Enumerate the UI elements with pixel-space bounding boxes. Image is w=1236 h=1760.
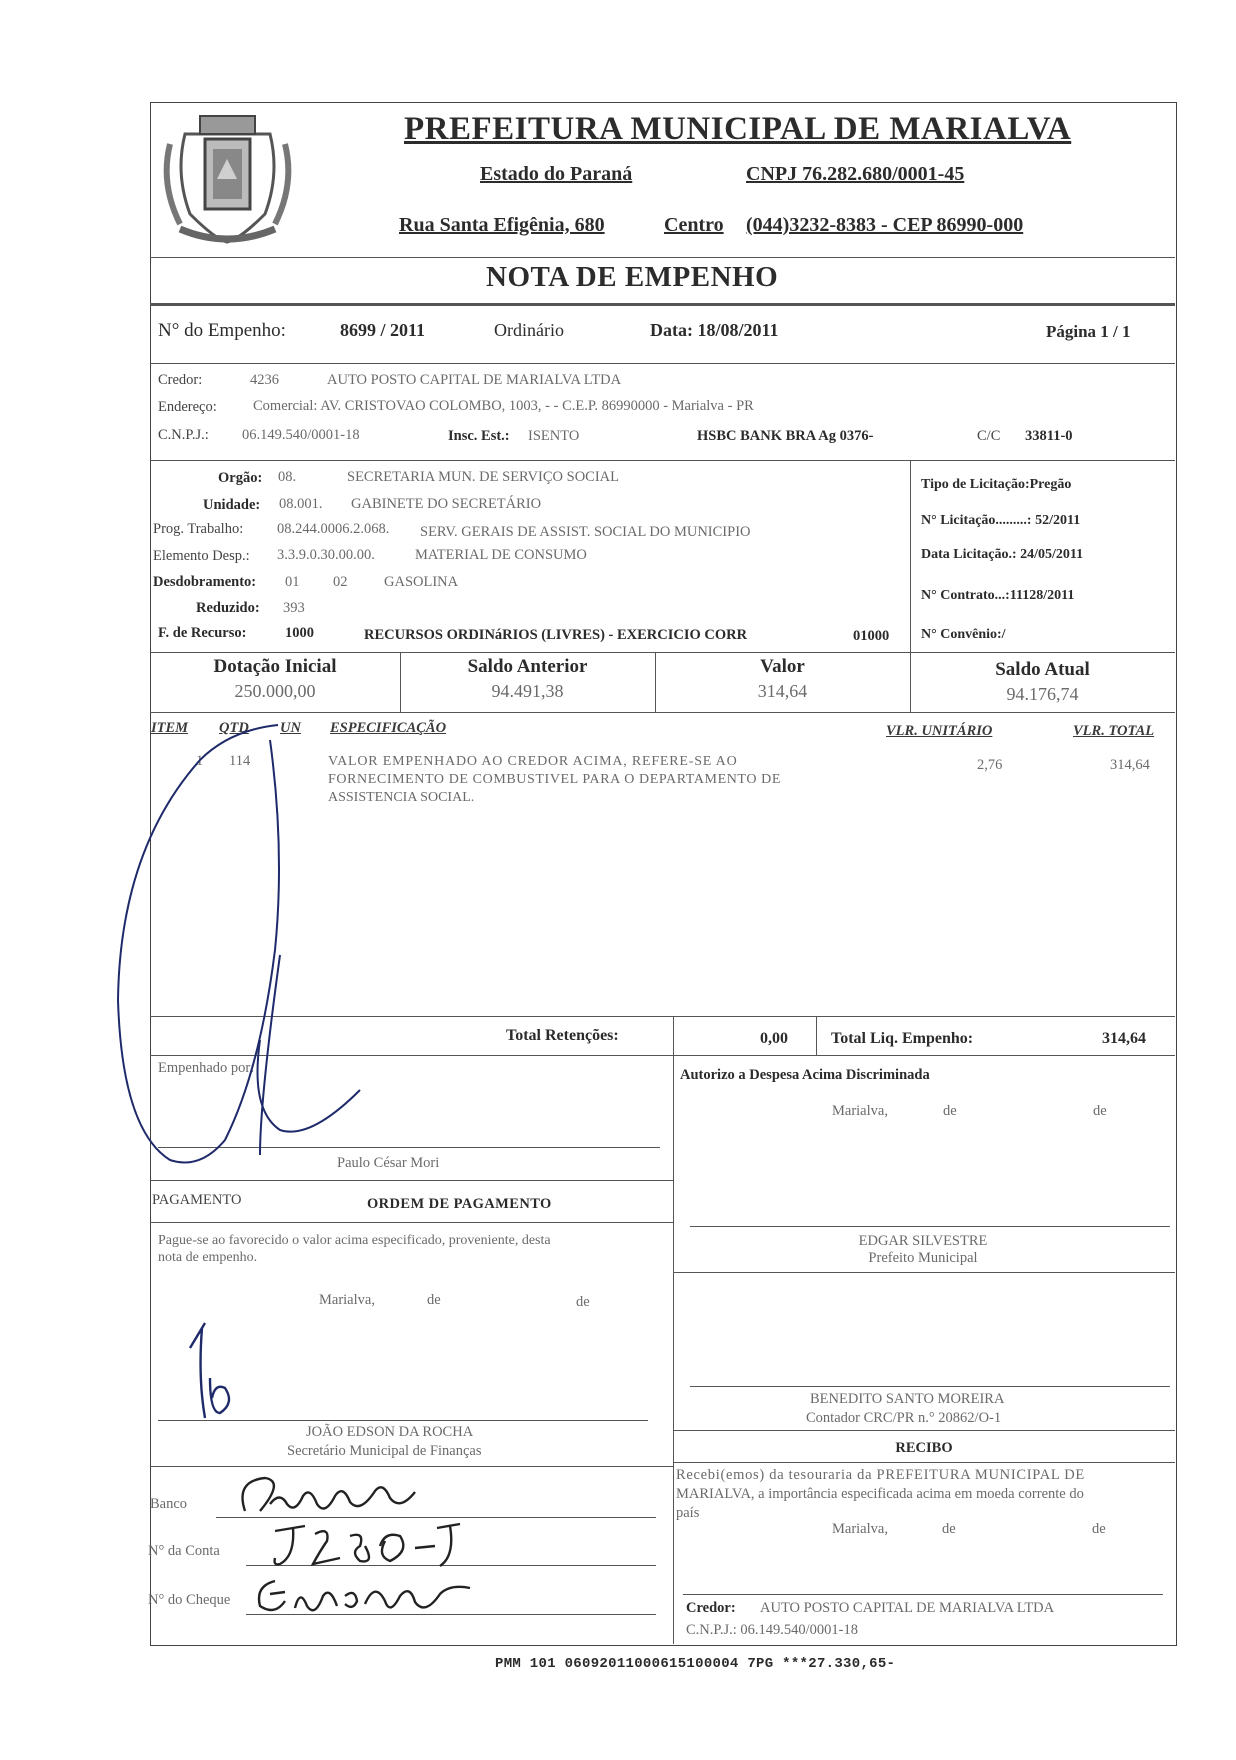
handwritten-cheque-icon xyxy=(245,1566,485,1622)
total-retencoes-label: Total Retenções: xyxy=(506,1027,619,1044)
recibo-de-2: de xyxy=(1092,1521,1106,1537)
saldo-atual-value: 94.176,74 xyxy=(1006,684,1079,704)
col-especificacao: ESPECIFICAÇÃO xyxy=(330,720,447,736)
orgao-name: SECRETARIA MUN. DE SERVIÇO SOCIAL xyxy=(347,469,619,485)
credor-label: Credor: xyxy=(158,372,203,388)
empenho-number: 8699 / 2011 xyxy=(340,320,426,340)
prog-label: Prog. Trabalho: xyxy=(153,521,244,537)
recibo-credor: AUTO POSTO CAPITAL DE MARIALVA LTDA xyxy=(760,1600,1055,1616)
orgao-code: 08. xyxy=(278,469,297,485)
desd-name: GASOLINA xyxy=(384,574,459,590)
numero-convenio: N° Convênio:/ xyxy=(921,627,1006,642)
credor-name: AUTO POSTO CAPITAL DE MARIALVA LTDA xyxy=(327,372,622,388)
header-phone-cep: (044)3232-8383 - CEP 86990-000 xyxy=(746,214,1024,236)
data-licitacao: Data Licitação.: 24/05/2011 xyxy=(921,547,1084,562)
pagamento-label: PAGAMENTO xyxy=(152,1192,242,1208)
numero-licitacao: N° Licitação.........: 52/2011 xyxy=(921,513,1081,528)
secretario-name: JOÃO EDSON DA ROCHA xyxy=(306,1424,474,1440)
saldo-anterior-label: Saldo Anterior xyxy=(467,656,588,677)
page-number: Página 1 / 1 xyxy=(1046,322,1131,341)
col-vlr-unitario: VLR. UNITÁRIO xyxy=(886,723,993,739)
unidade-label: Unidade: xyxy=(203,497,261,513)
unidade-name: GABINETE DO SECRETÁRIO xyxy=(351,496,542,512)
cc-label: C/C xyxy=(977,428,1001,444)
desd-a: 01 xyxy=(285,574,300,590)
coat-of-arms-icon xyxy=(155,104,300,249)
desd-label: Desdobramento: xyxy=(153,574,257,590)
recurso-label: F. de Recurso: xyxy=(158,625,247,641)
autorizo-de-1: de xyxy=(943,1103,957,1119)
header-address: Rua Santa Efigênia, 680 xyxy=(399,214,605,236)
bank-info: HSBC BANK BRA Ag 0376- xyxy=(697,428,874,444)
dotacao-value: 250.000,00 xyxy=(234,681,316,701)
secretario-title: Secretário Municipal de Finanças xyxy=(287,1443,482,1459)
credor-address: Comercial: AV. CRISTOVAO COLOMBO, 1003, - - C.E.P. 86990000 - Marialva - PR xyxy=(253,398,754,414)
header-title: PREFEITURA MUNICIPAL DE MARIALVA xyxy=(404,111,1072,147)
recibo-text-1: Recebi(emos) da tesouraria da PREFEITURA MUNICIPAL DE xyxy=(676,1467,1085,1483)
endereco-label: Endereço: xyxy=(158,399,217,415)
pagamento-text-2: nota de empenho. xyxy=(158,1250,258,1265)
desd-b: 02 xyxy=(333,574,348,590)
item-number: 1 xyxy=(196,753,204,769)
recibo-text-2: MARIALVA, a importância especificada acima em moeda corrente do xyxy=(676,1486,1084,1502)
dotacao-label: Dotação Inicial xyxy=(213,656,337,677)
elem-code: 3.3.9.0.30.00.00. xyxy=(277,547,375,563)
item-vlr-total: 314,64 xyxy=(1110,757,1150,773)
recibo-place: Marialva, xyxy=(832,1521,888,1537)
elem-name: MATERIAL DE CONSUMO xyxy=(415,547,587,563)
item-qtd: 114 xyxy=(229,753,251,769)
doc-title: NOTA DE EMPENHO xyxy=(486,261,779,293)
tipo-licitacao: Tipo de Licitação:Pregão xyxy=(921,477,1072,492)
header-district: Centro xyxy=(664,214,724,236)
numero-contrato: N° Contrato...:11128/2011 xyxy=(921,588,1075,603)
valor-label: Valor xyxy=(760,656,805,677)
credor-code: 4236 xyxy=(250,372,279,388)
insc-label: Insc. Est.: xyxy=(448,428,510,444)
autorizo-place: Marialva, xyxy=(832,1103,888,1119)
contador-title: Contador CRC/PR n.° 20862/O-1 xyxy=(806,1410,1002,1426)
unidade-code: 08.001. xyxy=(279,496,323,512)
cc-value: 33811-0 xyxy=(1025,428,1073,444)
banco-label: Banco xyxy=(150,1496,188,1512)
empenhado-name: Paulo César Mori xyxy=(337,1155,440,1171)
pagamento-de-1: de xyxy=(427,1292,441,1308)
recibo-text-3: país xyxy=(676,1505,700,1521)
col-qtd: QTD xyxy=(219,720,249,736)
recibo-de-1: de xyxy=(942,1521,956,1537)
cheque-label: N° do Cheque xyxy=(148,1592,231,1608)
recurso-code-2: 01000 xyxy=(853,628,890,644)
autorizo-text: Autorizo a Despesa Acima Discriminada xyxy=(680,1067,930,1083)
item-espec-line3: ASSISTENCIA SOCIAL. xyxy=(328,790,475,805)
col-vlr-total: VLR. TOTAL xyxy=(1073,723,1155,739)
prefeito-title: Prefeito Municipal xyxy=(868,1250,978,1266)
empenho-label: N° do Empenho: xyxy=(158,320,286,341)
conta-label: N° da Conta xyxy=(148,1543,220,1559)
contador-name: BENEDITO SANTO MOREIRA xyxy=(810,1391,1005,1407)
header-cnpj: CNPJ 76.282.680/0001-45 xyxy=(746,163,965,185)
pagamento-place: Marialva, xyxy=(319,1292,375,1308)
recurso-name: RECURSOS ORDINáRIOS (LIVRES) - EXERCICIO CORR xyxy=(364,627,748,643)
empenho-date: Data: 18/08/2011 xyxy=(650,320,779,340)
footer-code: PMM 101 06092011000615100004 7PG ***27.330,65- xyxy=(495,1656,896,1672)
item-espec-line2: FORNECIMENTO DE COMBUSTIVEL PARA O DEPARTAMENTO DE xyxy=(328,772,782,787)
total-liquido-label: Total Liq. Empenho: xyxy=(831,1030,974,1047)
empenhado-label: Empenhado por: xyxy=(158,1060,255,1076)
recibo-title: RECIBO xyxy=(895,1440,953,1456)
orgao-label: Orgão: xyxy=(218,470,263,486)
prog-code: 08.244.0006.2.068. xyxy=(277,521,390,537)
autorizo-de-2: de xyxy=(1093,1103,1107,1119)
total-liquido-value: 314,64 xyxy=(1102,1030,1146,1047)
prefeito-name: EDGAR SILVESTRE xyxy=(858,1233,988,1249)
signature-secretario-icon xyxy=(180,1318,260,1428)
pagamento-de-2: de xyxy=(576,1294,590,1310)
ordem-pagamento: ORDEM DE PAGAMENTO xyxy=(367,1196,552,1212)
total-retencoes-value: 0,00 xyxy=(760,1030,788,1047)
reduzido-label: Reduzido: xyxy=(196,600,260,616)
signature-loop-icon xyxy=(110,700,380,1170)
recibo-cnpj: C.N.P.J.: 06.149.540/0001-18 xyxy=(686,1622,859,1638)
reduzido-value: 393 xyxy=(283,600,305,616)
recurso-code: 1000 xyxy=(285,625,314,641)
pagamento-text-1: Pague-se ao favorecido o valor acima especificado, proveniente, desta xyxy=(158,1233,551,1248)
valor-value: 314,64 xyxy=(757,681,808,701)
col-un: UN xyxy=(280,720,301,736)
header-state: Estado do Paraná xyxy=(480,163,633,185)
prog-name: SERV. GERAIS DE ASSIST. SOCIAL DO MUNICIPIO xyxy=(420,524,751,540)
item-vlr-unitario: 2,76 xyxy=(977,757,1003,773)
cnpj-label: C.N.P.J.: xyxy=(158,427,209,443)
empenho-type: Ordinário xyxy=(494,320,564,340)
saldo-anterior-value: 94.491,38 xyxy=(491,681,564,701)
elem-label: Elemento Desp.: xyxy=(153,548,250,564)
credor-cnpj: 06.149.540/0001-18 xyxy=(242,427,360,443)
recibo-credor-label: Credor: xyxy=(686,1600,736,1616)
col-item: ITEM xyxy=(151,720,189,736)
item-espec-line1: VALOR EMPENHADO AO CREDOR ACIMA, REFERE-SE AO xyxy=(328,754,738,769)
saldo-atual-label: Saldo Atual xyxy=(995,659,1090,680)
insc-value: ISENTO xyxy=(528,428,580,444)
